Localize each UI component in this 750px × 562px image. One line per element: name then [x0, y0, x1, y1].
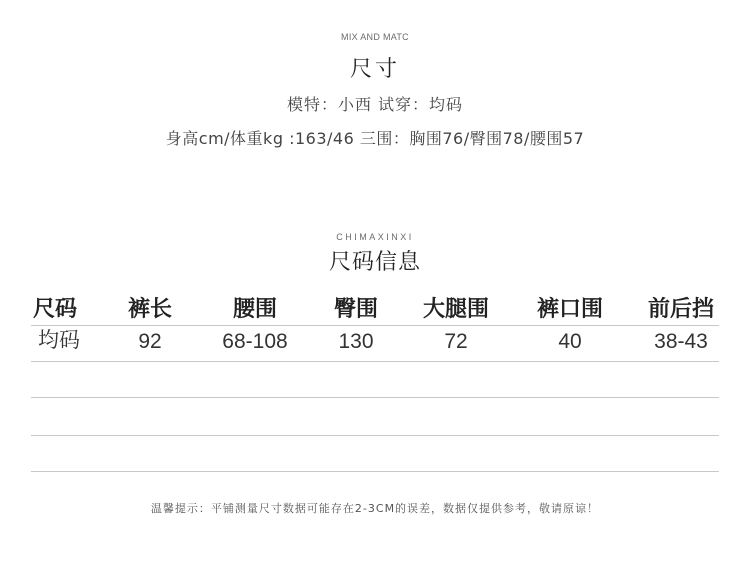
- cell-rise: 38-43: [654, 330, 708, 353]
- table-divider: [31, 361, 719, 362]
- header-leg-opening: 裤口围: [536, 297, 603, 322]
- model-measurements: 身高cm/体重kg :163/46 三围：胸围76/臀围78/腰围57: [165, 129, 585, 148]
- measurement-note: 温馨提示：平铺测量尺寸数据可能存在2-3CM的误差，数据仅提供参考，敬请原谅！: [150, 502, 600, 515]
- header-rise: 前后挡: [647, 297, 714, 322]
- header-hip: 臀围: [333, 297, 378, 322]
- size-section-title: 尺寸: [349, 57, 400, 82]
- cell-thigh: 72: [444, 330, 468, 353]
- header-pants-length: 裤长: [127, 297, 172, 322]
- header-thigh: 大腿围: [422, 297, 489, 322]
- model-info: 模特：小西 试穿：均码: [286, 95, 464, 114]
- cell-size: 均码: [38, 328, 80, 352]
- table-divider: [31, 397, 719, 398]
- header-size: 尺码: [32, 297, 77, 322]
- header-waist: 腰围: [232, 297, 277, 322]
- cell-hip: 130: [338, 330, 374, 353]
- table-divider: [31, 435, 719, 436]
- table-divider: [31, 325, 719, 326]
- size-info-english-label: CHIMAXINXI: [336, 232, 414, 242]
- section-english-label: MIX AND MATC: [341, 32, 409, 42]
- cell-leg-opening: 40: [558, 330, 582, 353]
- size-info-title: 尺码信息: [328, 250, 421, 275]
- cell-waist: 68-108: [222, 330, 288, 353]
- cell-pants-length: 92: [138, 330, 162, 353]
- table-divider: [31, 471, 719, 472]
